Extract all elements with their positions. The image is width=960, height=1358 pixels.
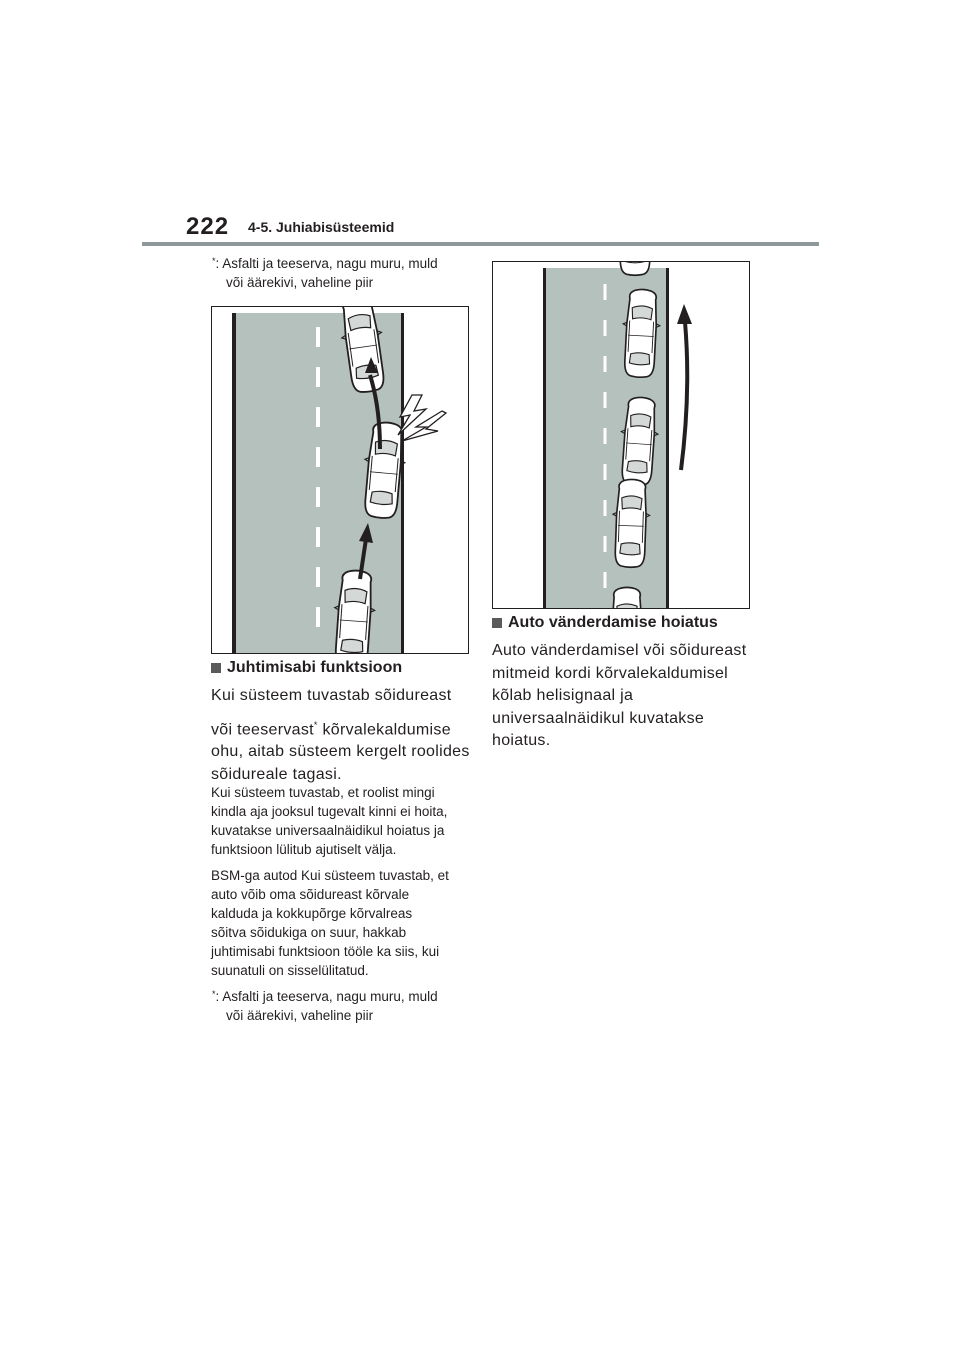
vehicle-sway-description: Auto vänderdamisel või sõidureast mitmeid kordi kõrvalekaldumisel kõlab helisignaal ja universaalnäidikul kuvatakse hoiatus. <box>492 642 747 749</box>
arrow-icon <box>677 304 692 324</box>
note-bsm: BSM-ga autod Kui süsteem tuvastab, et auto võib oma sõidureast kõrvale kalduda ja kokkupõrge kõrvalreas sõitva sõidukiga on suur, hakkab juhtimisabi funktsioon tööle ka siis, kui suunatuli on sisselülitatud. <box>211 868 449 978</box>
page-number: 222 <box>186 213 230 240</box>
heading-bullet <box>211 663 221 673</box>
footnote-line: : Asfalti ja teeserva, nagu muru, muld <box>215 989 438 1004</box>
footnote-line: või äärekivi, vaheline piir <box>226 275 374 290</box>
heading-vehicle-sway: Auto vänderdamise hoiatus <box>492 614 718 632</box>
footnote-marker: * <box>212 256 216 266</box>
footnote-line: või äärekivi, vaheline piir <box>226 1008 374 1023</box>
footnote-line: : Asfalti ja teeserva, nagu muru, muld <box>215 256 438 271</box>
section-title: 4-5. Juhiabisüsteemid <box>248 219 395 235</box>
footnote-marker: * <box>212 989 216 999</box>
note-grip-warning: Kui süsteem tuvastab, et roolist mingi kindla aja jooksul tugevalt kinni ei hoita, kuvatakse universaalnäidikul hoiatus ja funktsioon lülitub ajutiselt välja. <box>211 785 448 857</box>
steering-assist-description: Kui süsteem tuvastab sõidureast või teeservast* kõrvalekaldumise ohu, aitab süsteem kergelt roolides sõidureale tagasi. <box>211 687 470 783</box>
heading-bullet <box>492 618 502 628</box>
steering-assist-illustration <box>211 306 469 654</box>
footnote-top <box>212 254 472 292</box>
vehicle-sway-illustration <box>492 261 750 609</box>
header-divider <box>142 242 819 246</box>
footnote-bottom <box>212 987 472 1025</box>
heading-steering-assist: Juhtimisabi funktsioon <box>211 659 402 677</box>
